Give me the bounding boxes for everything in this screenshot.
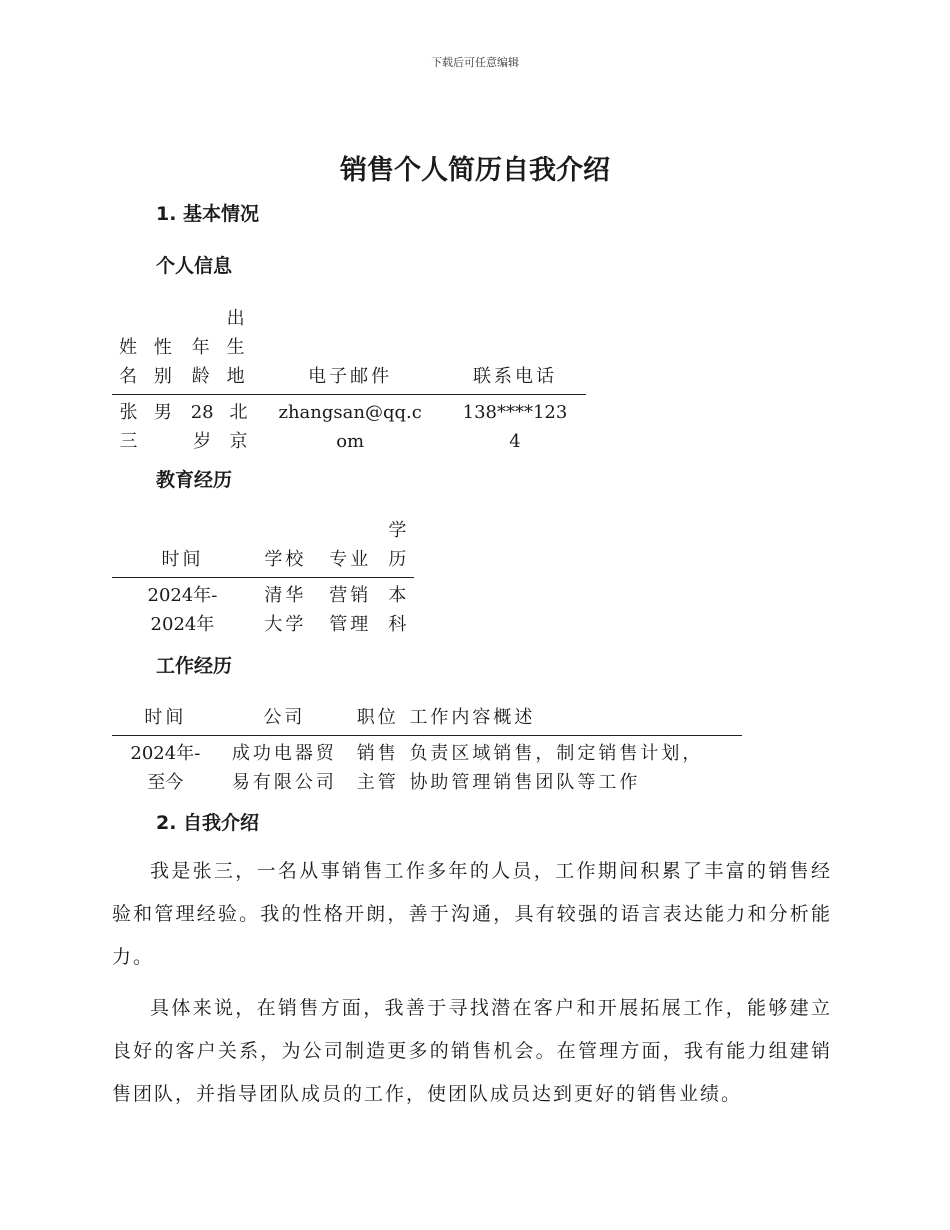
- header-age: 年龄: [182, 304, 223, 395]
- cell-name: 张三: [119, 402, 141, 452]
- work-table: [112, 703, 742, 797]
- cell-work-time: 2024年-至今: [130, 743, 201, 793]
- cell-work-summary: 负责区域销售，制定销售计划，协助管理销售团队等工作: [409, 743, 704, 793]
- header-edu-major: 专业: [318, 516, 383, 578]
- header-work-position: 职位: [350, 703, 405, 736]
- intro-paragraph-2: 具体来说，在销售方面，我善于寻找潜在客户和开展拓展工作，能够建立良好的客户关系，为公司制造更多的销售机会。在管理方面，我有能力组建销售团队，并指导团队成员的工作，使团队成员达到更好的销售业绩。: [112, 997, 832, 1105]
- cell-phone: 138****1234: [462, 402, 568, 452]
- cell-email: zhangsan@qq.com: [278, 402, 422, 452]
- header-edu-degree: 学历: [383, 516, 414, 578]
- cell-edu-school: 清华大学: [264, 585, 307, 635]
- table-row: [112, 736, 742, 798]
- intro-paragraph-1: 我是张三，一名从事销售工作多年的人员，工作期间积累了丰富的销售经验和管理经验。我的性格开朗，善于沟通，具有较强的语言表达能力和分析能力。: [112, 860, 832, 968]
- header-email: 电子邮件: [256, 304, 444, 395]
- header-phone: 联系电话: [444, 304, 586, 395]
- section-basic-heading: 1. 基本情况: [156, 203, 260, 225]
- cell-work-position: 销售主管: [356, 743, 399, 793]
- header-birthplace: 出生地: [223, 304, 257, 395]
- self-intro-heading: 2. 自我介绍: [156, 812, 260, 834]
- header-gender: 性别: [147, 304, 182, 395]
- cell-work-company: 成功电器贸易有限公司: [231, 743, 337, 793]
- work-heading: 工作经历: [156, 655, 233, 677]
- table-row: [112, 578, 414, 640]
- education-table: [112, 516, 414, 639]
- personal-info-table: [112, 304, 586, 456]
- header-name: 姓名: [112, 304, 147, 395]
- header-work-time: 时间: [112, 703, 219, 736]
- header-work-summary: 工作内容概述: [405, 703, 742, 736]
- table-row: [112, 395, 586, 457]
- header-work-company: 公司: [219, 703, 350, 736]
- header-edu-school: 学校: [253, 516, 318, 578]
- cell-edu-major: 营销管理: [329, 585, 372, 635]
- cell-age: 28岁: [190, 402, 214, 452]
- cell-gender: 男: [153, 402, 175, 423]
- header-edu-time: 时间: [112, 516, 253, 578]
- cell-edu-degree: 本科: [388, 585, 410, 635]
- education-heading: 教育经历: [156, 469, 233, 491]
- page-header-note: 下载后可任意编辑: [431, 56, 519, 69]
- personal-info-heading: 个人信息: [156, 255, 233, 277]
- cell-edu-time: 2024年-2024年: [147, 585, 218, 635]
- cell-birthplace: 北京: [229, 402, 251, 452]
- document-title: 销售个人简历自我介绍: [340, 155, 610, 186]
